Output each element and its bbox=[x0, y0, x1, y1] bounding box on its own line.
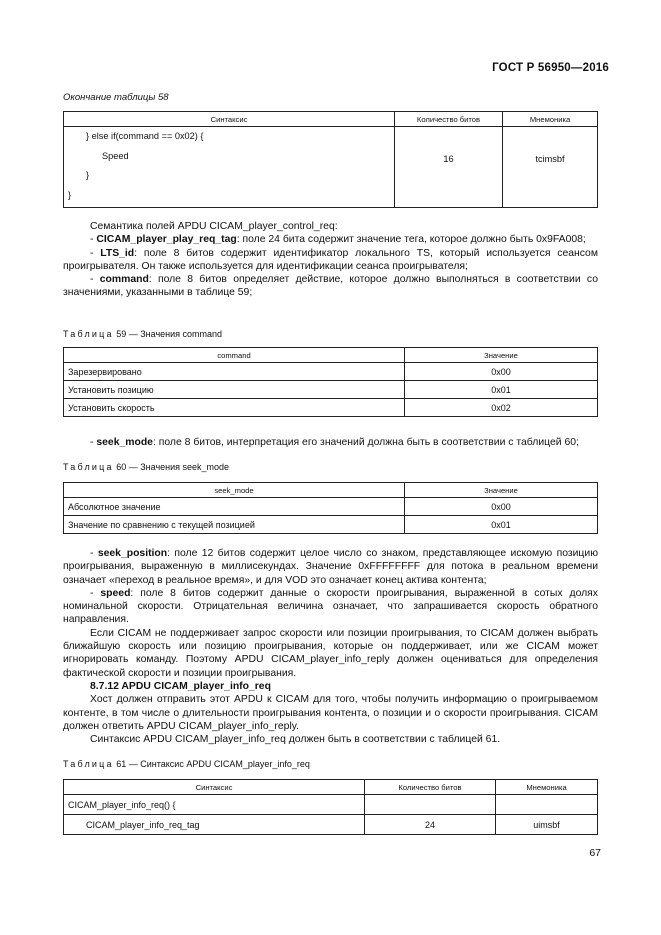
caption-prefix: Таблица bbox=[63, 462, 114, 472]
table-61-caption bbox=[63, 759, 310, 769]
field-name: seek_mode bbox=[96, 437, 153, 448]
table-60-caption bbox=[63, 462, 229, 472]
cell-label: Значение по сравнению с текущей позицией bbox=[64, 516, 405, 534]
caption-text: 59 — Значения command bbox=[116, 329, 223, 339]
column-header-bits: Количество битов bbox=[395, 112, 503, 127]
field-text: : поле 8 битов содержит идентификатор локального TS, который используется сеансом проигрывателя. Он также используется для идентификации сеанса проигрывателя; bbox=[63, 247, 598, 272]
syntax-cell: CICAM_player_info_req() { bbox=[64, 795, 365, 815]
caption-prefix: Таблица bbox=[63, 759, 114, 769]
bits-cell: 16 bbox=[395, 127, 503, 208]
syntax-cell: CICAM_player_info_req_tag bbox=[64, 815, 365, 835]
paragraph: Синтаксис APDU CICAM_player_info_req должен быть в соответствии с таблицей 61. bbox=[90, 734, 501, 746]
column-header-value: Значение bbox=[405, 348, 598, 363]
column-header-command: command bbox=[64, 348, 405, 363]
page-number: 67 bbox=[589, 847, 601, 859]
field-name: seek_position bbox=[97, 548, 168, 559]
mnemonic-cell: uimsbf bbox=[496, 815, 598, 835]
table-59-caption bbox=[63, 329, 222, 339]
cell-value: 0x00 bbox=[405, 363, 598, 381]
field-text: : поле 24 бита содержит значение тега, которое должно быть 0x9FA008; bbox=[236, 234, 586, 246]
table-59 bbox=[63, 347, 598, 417]
caption-text: 60 — Значения seek_mode bbox=[116, 462, 230, 472]
semantics-intro: Семантика полей APDU CICAM_player_control_req: bbox=[90, 221, 338, 232]
bits-cell: 24 bbox=[365, 815, 496, 835]
paragraph: Если CICAM не поддерживает запрос скорости или позиции проигрывания, то CICAM должен выбрать ближайшую скорость или позицию проигрывания, которые он поддерживает, или же CICAM может игнорировать команду. Поэтому APDU CICAM_player_info_reply должен оцениваться для определения фактической скорости и позиции проигрывания. bbox=[63, 627, 598, 679]
cell-value: 0x02 bbox=[405, 399, 598, 417]
column-header-seek-mode: seek_mode bbox=[64, 483, 405, 498]
table-row bbox=[64, 516, 598, 534]
column-header-mnemonic: Мнемоника bbox=[503, 112, 598, 127]
mnemonic-cell: tcimsbf bbox=[503, 127, 598, 208]
syntax-line: Speed bbox=[102, 150, 129, 161]
field-text: : поле 12 битов содержит целое число со знаком, представляющее искомую позицию проигрывания, выраженную в миллисекундах. Значение 0xFFFFFFFF для потока в реальном времени означает «переход в реальное время», и для VOD это означает конец актива контента; bbox=[63, 548, 598, 586]
table-58-continuation-caption: Окончание таблицы 58 bbox=[63, 92, 169, 103]
table-61 bbox=[63, 779, 598, 835]
field-description: - speed: поле 8 битов содержит данные о скорости проигрывания, выраженной в сотых долях номинальной скорости. Отрицательная величина означает, что запрашивается скорость обратного направления. bbox=[63, 587, 598, 626]
cell-label: Установить скорость bbox=[64, 399, 405, 417]
syntax-line: } else if(command == 0x02) { bbox=[86, 131, 204, 141]
column-header-bits: Количество битов bbox=[365, 780, 496, 795]
table-row bbox=[64, 498, 598, 516]
caption-prefix: Таблица bbox=[63, 329, 114, 339]
field-description: - CICAM_player_play_req_tag: поле 24 бита содержит значение тега, которое должно быть 0x9FA008; bbox=[90, 234, 586, 246]
table-row bbox=[64, 381, 598, 399]
table-60 bbox=[63, 482, 598, 534]
column-header-mnemonic: Мнемоника bbox=[496, 780, 598, 795]
table-row bbox=[64, 795, 598, 815]
field-description: - LTS_id: поле 8 битов содержит идентификатор локального TS, который используется сеансом проигрывателя. Он также используется для идентификации сеанса проигрывателя; bbox=[63, 247, 598, 272]
field-name: CICAM_player_play_req_tag bbox=[96, 234, 237, 246]
table-58-continuation bbox=[63, 111, 598, 208]
field-text: : поле 8 битов содержит данные о скорости проигрывания, выраженной в сотых долях номинальной скорости. Отрицательная величина означает, что запрашивается скорость обратного направления. bbox=[63, 587, 598, 626]
field-name: speed bbox=[100, 587, 131, 599]
table-row bbox=[64, 363, 598, 381]
table-row bbox=[64, 815, 598, 835]
paragraph: Хост должен отправить этот APDU к CICAM для того, чтобы получить информацию о проигрываемом контенте, в том числе о длительности проигрывания контента, о позиции и о скорости проигрывания. CICAM должен ответить APDU CICAM_player_info_reply. bbox=[63, 694, 598, 732]
column-header-value: Значение bbox=[405, 483, 598, 498]
column-header-syntax: Синтаксис bbox=[64, 780, 365, 795]
seek-mode-description: - seek_mode: поле 8 битов, интерпретация его значений должна быть в соответствии с таблицей 60; bbox=[90, 437, 579, 448]
cell-label: Зарезервировано bbox=[64, 363, 405, 381]
field-text: : поле 8 битов, интерпретация его значений должна быть в соответствии с таблицей 60; bbox=[152, 437, 579, 448]
table-row bbox=[64, 399, 598, 417]
cell-value: 0x01 bbox=[405, 381, 598, 399]
syntax-cell bbox=[64, 127, 395, 208]
field-name: command bbox=[99, 274, 149, 286]
body-text-block bbox=[63, 547, 598, 746]
section-heading: 8.7.12 APDU CICAM_player_info_req bbox=[90, 680, 271, 692]
cell-value: 0x01 bbox=[405, 516, 598, 534]
field-text: : поле 8 битов определяет действие, которое должно выполняться в соответствии со значениями, указанными в таблице 59; bbox=[63, 274, 598, 299]
column-header-syntax: Синтаксис bbox=[64, 112, 395, 127]
syntax-line: } bbox=[86, 170, 90, 180]
semantics-block bbox=[63, 220, 598, 300]
cell-label: Установить позицию bbox=[64, 381, 405, 399]
syntax-line: } bbox=[68, 189, 72, 200]
field-description: - command: поле 8 битов определяет действие, которое должно выполняться в соответствии со значениями, указанными в таблице 59; bbox=[63, 274, 598, 299]
field-description: - seek_position: поле 12 битов содержит целое число со знаком, представляющее искомую позицию проигрывания, выраженную в миллисекундах. Значение 0xFFFFFFFF для потока в реальном времени означает «переход в реальное время», и для VOD это означает конец актива контента; bbox=[63, 548, 598, 586]
bits-cell bbox=[365, 795, 496, 815]
cell-value: 0x00 bbox=[405, 498, 598, 516]
mnemonic-cell bbox=[496, 795, 598, 815]
field-name: LTS_id bbox=[100, 247, 135, 259]
caption-text: 61 — Синтаксис APDU CICAM_player_info_req bbox=[116, 759, 310, 769]
document-header: ГОСТ Р 56950—2016 bbox=[492, 62, 609, 74]
cell-label: Абсолютное значение bbox=[64, 498, 405, 516]
